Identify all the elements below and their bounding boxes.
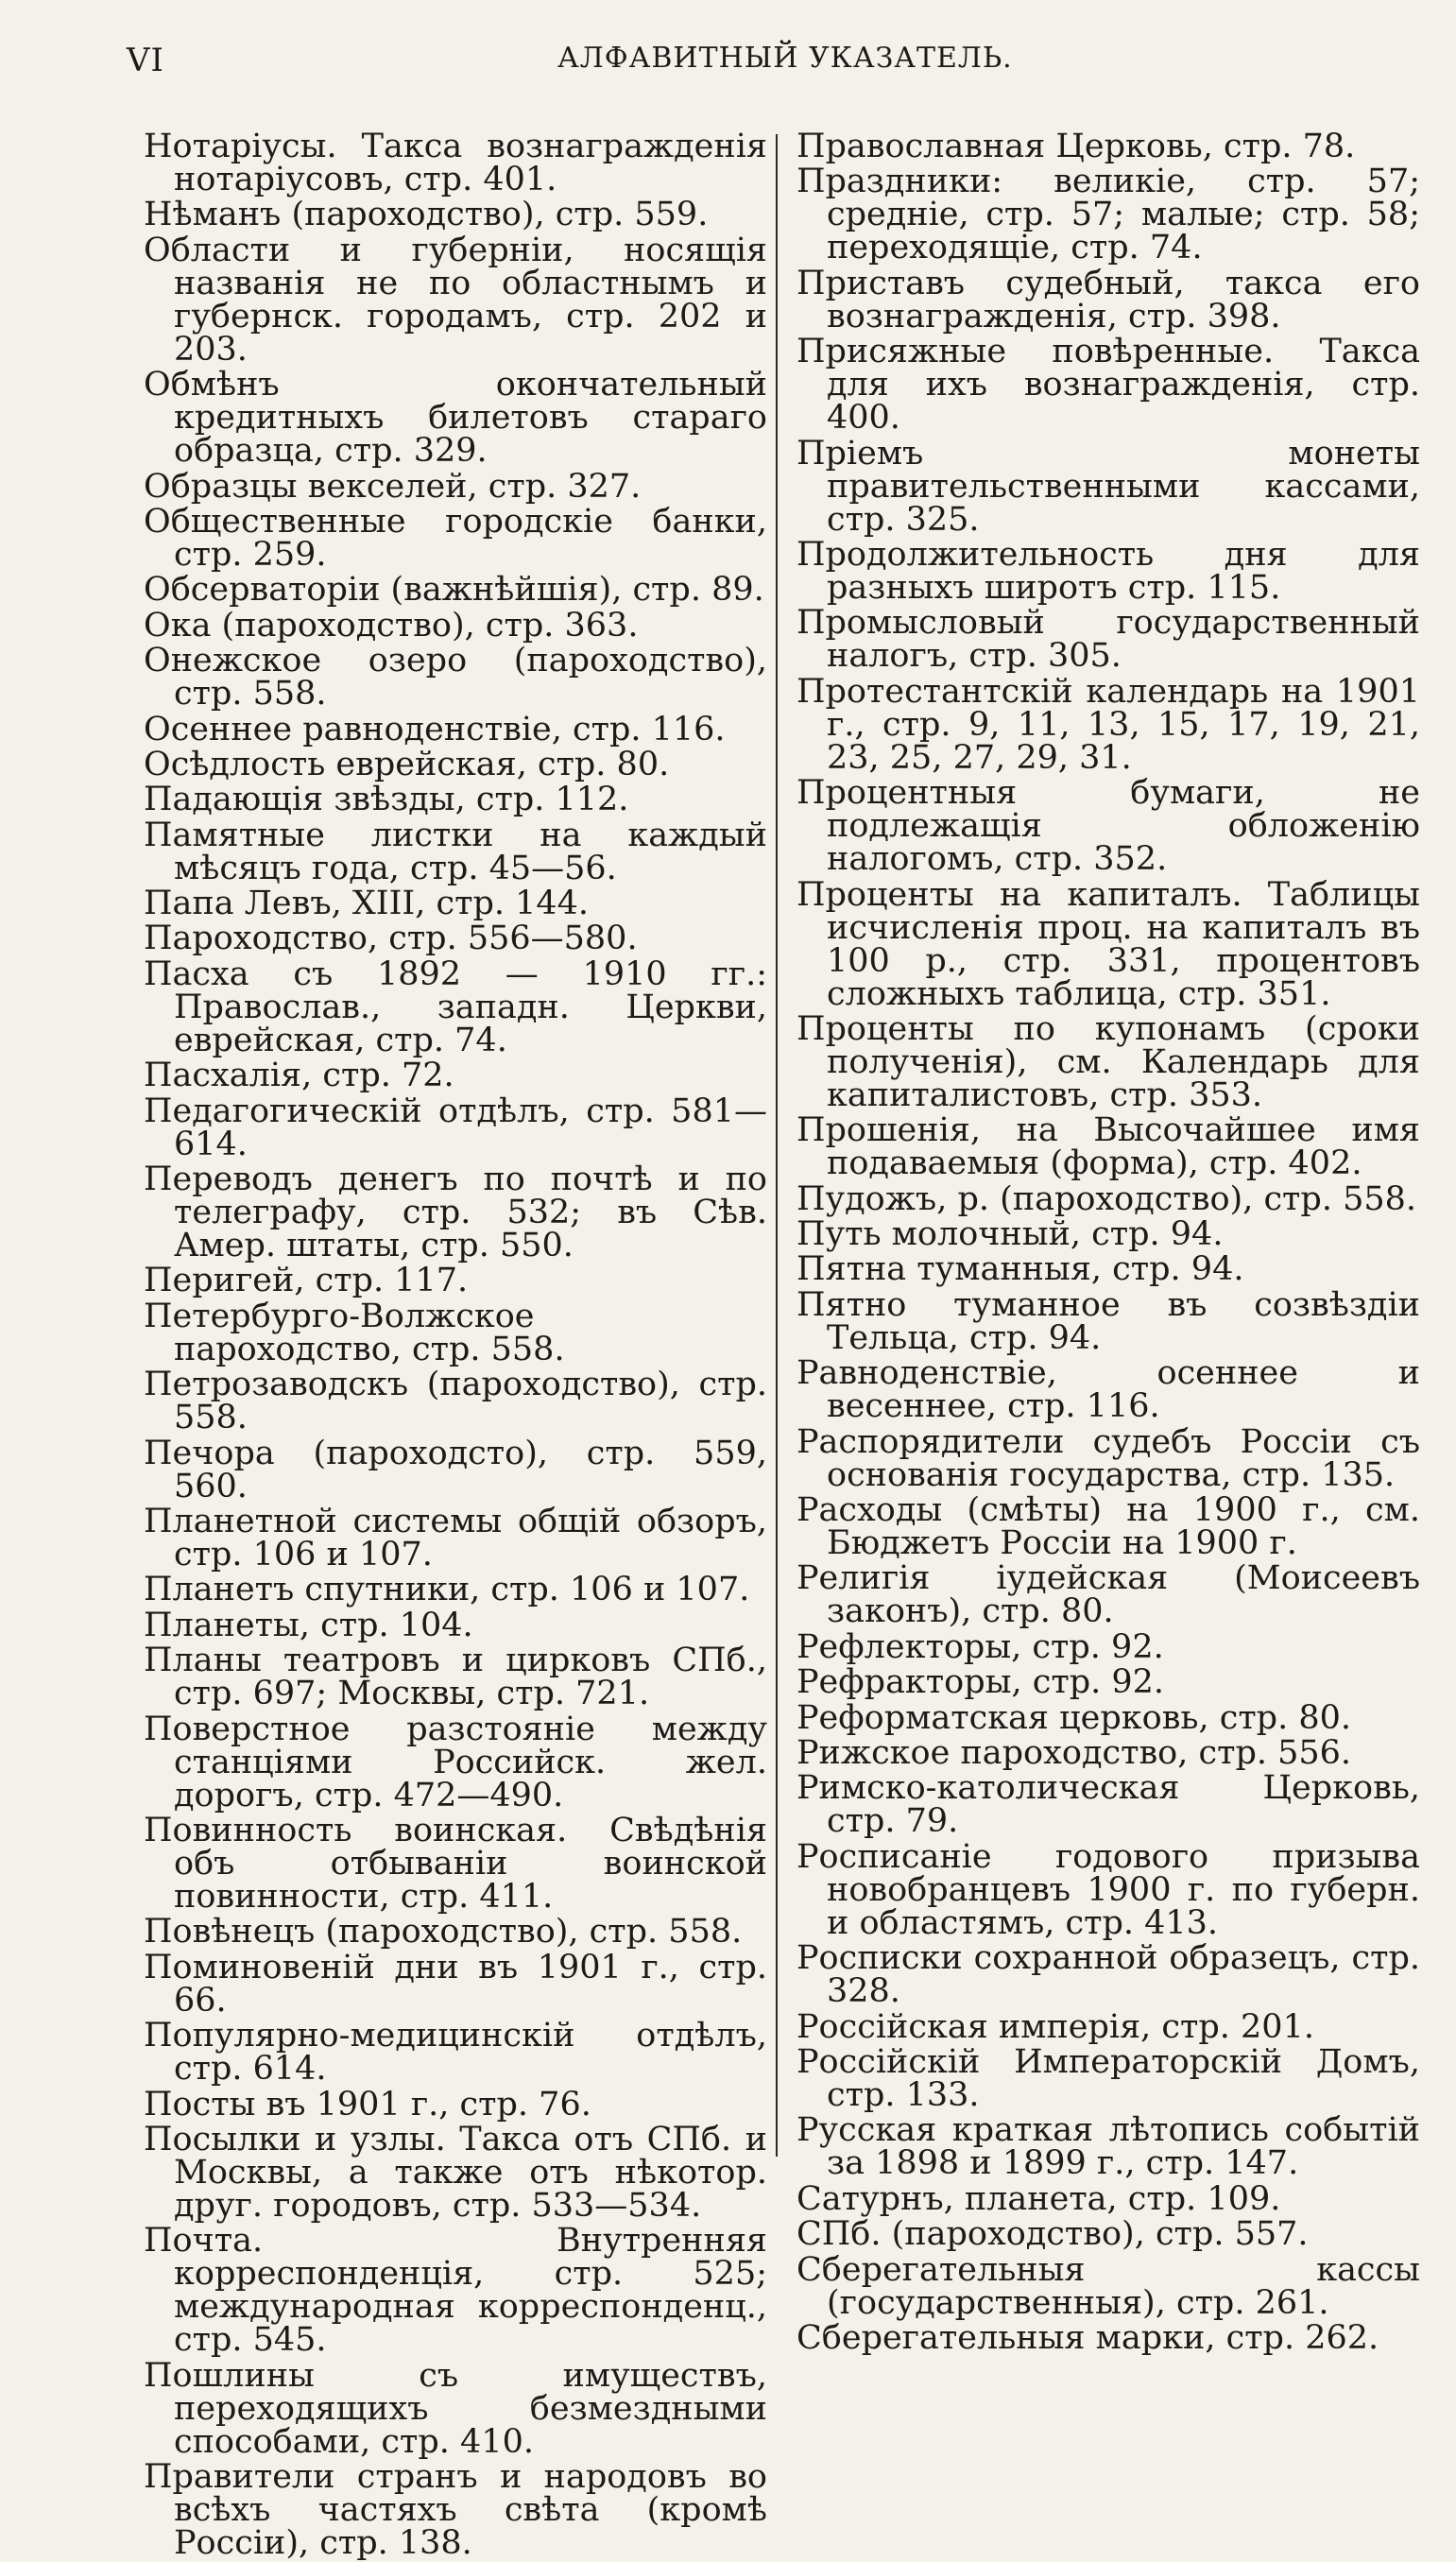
index-entry: Печора (пароходсто), стр. 559, 560. <box>144 1434 767 1505</box>
index-entry: Процентныя бумаги, не подлежащія обложенію налогомъ, стр. 352. <box>797 774 1420 879</box>
index-entry: Римско-католическая Церковь, стр. 79. <box>797 1769 1420 1841</box>
index-entry: Расходы (смѣты) на 1900 г., см. Бюджетъ Россіи на 1900 г. <box>797 1491 1420 1563</box>
index-entry: Планетъ спутники, стр. 106 и 107. <box>144 1571 750 1609</box>
index-entry: Сберегательныя кассы (государственныя), стр. 261. <box>797 2250 1420 2322</box>
index-entry: Промысловый государственный налогъ, стр. 305. <box>797 604 1420 676</box>
index-entry: Православная Церковь, стр. 78. <box>797 128 1356 165</box>
page-title: АЛФАВИТНЫЙ УКАЗАТЕЛЬ. <box>557 42 1013 75</box>
index-entry: Сберегательныя марки, стр. 262. <box>797 2318 1379 2357</box>
index-entry: Проценты на капиталъ. Таблицы исчисленія проц. на капиталъ въ 100 р., стр. 331, процентовъ сложныхъ таблица, стр. 351. <box>797 875 1420 1013</box>
index-entry: Педагогическій отдѣлъ, стр. 581—614. <box>144 1092 767 1163</box>
index-entry: Русская краткая лѣтопись событій за 1898 и 1899 г., стр. 147. <box>797 2111 1420 2183</box>
index-entry: Перигей, стр. 117. <box>144 1262 469 1300</box>
index-entry: Памятные листки на каждый мѣсяцъ года, стр. 45—56. <box>144 816 767 887</box>
index-entry: Осеннее равноденствіе, стр. 116. <box>144 710 726 748</box>
index-entry: Области и губерніи, носящія названія не по областнымъ и губернск. городамъ, стр. 202 и 203. <box>144 231 767 369</box>
index-entry: Повинность воинская. Свѣдѣнія объ отбываніи воинской повинности, стр. 411. <box>144 1811 767 1916</box>
index-entry: Распорядители судебъ Россіи съ основанія государства, стр. 135. <box>797 1422 1420 1494</box>
index-entry: Обмѣнъ окончательный кредитныхъ билетовъ стараго образца, стр. 329. <box>144 366 767 471</box>
index-entry: Религія іудейская (Моисеевъ законъ), стр. 80. <box>797 1559 1420 1631</box>
index-entry: Росписки сохранной образецъ, стр. 328. <box>797 1939 1420 2011</box>
index-entry: Праздники: великіе, стр. 57; средніе, стр. 57; малые; стр. 58; переходящіе, стр. 74. <box>797 163 1420 267</box>
index-entry: Россійскій Императорскій Домъ, стр. 133. <box>797 2042 1420 2114</box>
index-entry: Переводъ денегъ по почтѣ и по телеграфу, стр. 532; въ Сѣв. Амер. штаты, стр. 550. <box>144 1161 767 1265</box>
index-entry: Присяжные повѣренные. Такса для ихъ вознагражденія, стр. 400. <box>797 333 1420 438</box>
index-entry: Почта. Внутренняя корреспонденція, стр. 525; международная корреспонденц., стр. 545. <box>144 2222 767 2360</box>
index-entry: Ока (пароходство), стр. 363. <box>144 606 639 645</box>
index-entry: Пятна туманныя, стр. 94. <box>797 1250 1244 1289</box>
index-entry: Папа Левъ, XIII, стр. 144. <box>144 885 590 923</box>
index-entry: Падающія звѣзды, стр. 112. <box>144 781 629 819</box>
index-entry: Правители странъ и народовъ во всѣхъ частяхъ свѣта (кромѣ Россіи), стр. 138. <box>144 2458 767 2562</box>
index-entry: Нотаріусы. Такса вознагражденія нотаріусовъ, стр. 401. <box>144 128 767 198</box>
index-entry: Пасха съ 1892 — 1910 гг.: Православ., западн. Церкви, еврейская, стр. 74. <box>144 954 767 1059</box>
index-entry: Осѣдлость еврейская, стр. 80. <box>144 745 670 783</box>
index-entry: Пасхалія, стр. 72. <box>144 1057 454 1095</box>
index-entry: Пятно туманное въ созвѣздіи Тельца, стр. 94. <box>797 1285 1420 1357</box>
index-entry: Планетной системы общій обзоръ, стр. 106 и 107. <box>144 1502 767 1573</box>
index-entry: Посты въ 1901 г., стр. 76. <box>144 2085 591 2124</box>
index-entry: Образцы векселей, стр. 327. <box>144 467 642 506</box>
page-number: VI <box>127 42 164 79</box>
index-entry: Рижское пароходство, стр. 556. <box>797 1733 1352 1772</box>
index-entry: Поминовеній дни въ 1901 г., стр. 66. <box>144 1948 767 2020</box>
index-column-right <box>797 130 1420 2357</box>
index-entry: Продолжительность дня для разныхъ широтъ стр. 115. <box>797 535 1420 607</box>
index-entry: Приставъ судебный, такса его вознагражденія, стр. 398. <box>797 264 1420 335</box>
index-entry: Петербурго-Волжское пароходство, стр. 558. <box>144 1297 565 1368</box>
index-entry: Нѣманъ (пароходство), стр. 559. <box>144 196 709 234</box>
index-entry: Равноденствіе, осеннее и весеннее, стр. 116. <box>797 1354 1420 1426</box>
index-entry: Онежское озеро (пароходство), стр. 558. <box>144 642 767 714</box>
column-divider <box>776 134 778 2157</box>
index-entry: Популярно-медицинскій отдѣлъ, стр. 614. <box>144 2017 767 2089</box>
index-entry: Проценты по купонамъ (сроки полученія), см. Календарь для капиталистовъ, стр. 353. <box>797 1009 1420 1114</box>
index-entry: Росписаніе годового призыва новобранцевъ 1900 г. по губерн. и областямъ, стр. 413. <box>797 1837 1420 1942</box>
index-entry: Пароходство, стр. 556—580. <box>144 920 638 958</box>
index-entry: СПб. (пароходство), стр. 557. <box>797 2215 1309 2254</box>
index-entry: Пошлины съ имуществъ, переходящихъ безмездными способами, стр. 410. <box>144 2356 767 2461</box>
index-entry: Пріемъ монеты правительственными кассами, стр. 325. <box>797 434 1420 539</box>
index-entry: Пудожъ, р. (пароходство), стр. 558. <box>797 1179 1416 1218</box>
index-entry: Петрозаводскъ (пароходство), стр. 558. <box>144 1366 767 1437</box>
index-entry: Реформатская церковь, стр. 80. <box>797 1698 1352 1737</box>
index-entry: Поверстное разстояніе между станціями Российск. жел. дорогъ, стр. 472—490. <box>144 1710 767 1814</box>
index-entry: Планеты, стр. 104. <box>144 1606 473 1644</box>
index-entry: Сатурнъ, планета, стр. 109. <box>797 2179 1281 2218</box>
index-entry: Планы театровъ и цирковъ СПб., стр. 697; Москвы, стр. 721. <box>144 1642 767 1713</box>
index-entry: Рефлекторы, стр. 92. <box>797 1627 1164 1666</box>
index-column-left <box>144 130 767 2562</box>
index-entry: Россійская имперія, стр. 201. <box>797 2007 1314 2046</box>
index-entry: Рефракторы, стр. 92. <box>797 1663 1165 1702</box>
index-entry: Повѣнецъ (пароходство), стр. 558. <box>144 1913 743 1952</box>
index-entry: Прошенія, на Высочайшее имя подаваемыя (форма), стр. 402. <box>797 1111 1420 1183</box>
index-entry: Обсерваторіи (важнѣйшія), стр. 89. <box>144 571 764 610</box>
index-entry: Общественные городскіе банки, стр. 259. <box>144 502 767 574</box>
index-entry: Протестантскій календарь на 1901 г., стр. 9, 11, 13, 15, 17, 19, 21, 23, 25, 27, 29, 31. <box>797 672 1420 777</box>
index-entry: Посылки и узлы. Такса отъ СПб. и Москвы, а также отъ нѣкотор. друг. городовъ, стр. 533—534. <box>144 2120 767 2225</box>
index-entry: Путь молочный, стр. 94. <box>797 1215 1224 1254</box>
